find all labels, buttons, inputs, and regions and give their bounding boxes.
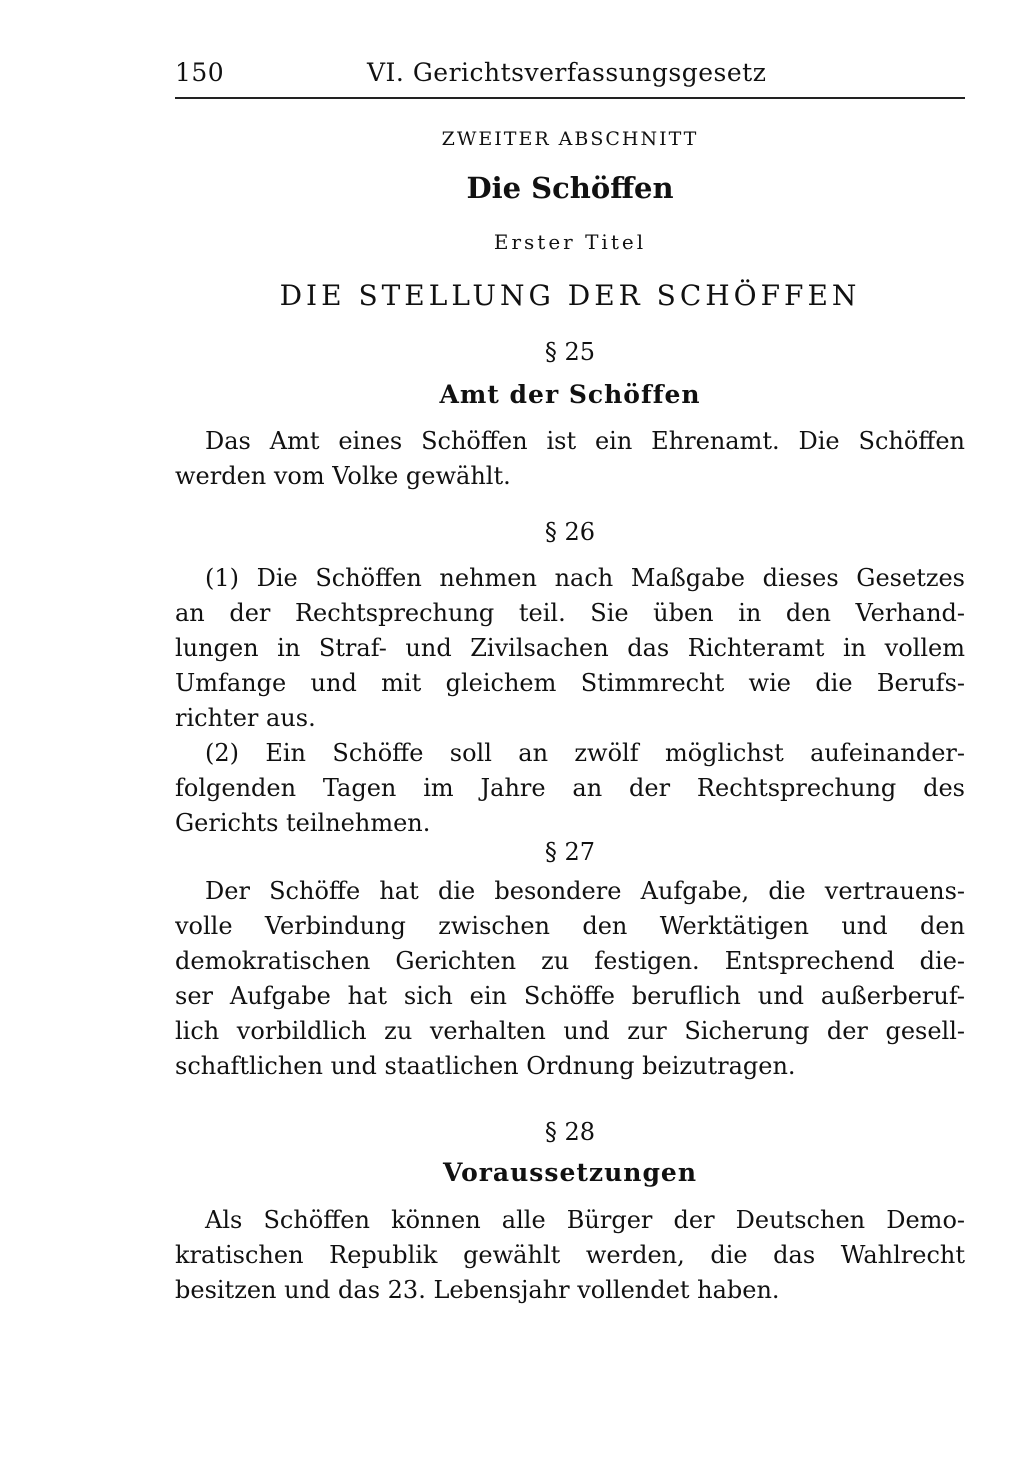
paragraph-number-27: § 27 [544, 838, 596, 866]
text-line: folgenden Tagen im Jahre an der Rechtsprechung des [175, 774, 965, 802]
text-line: demokratischen Gerichten zu festigen. Entsprechend die- [175, 947, 965, 975]
text-line: lungen in Straf- und Zivilsachen das Richteramt in vollem [175, 634, 965, 662]
paragraph-body-28 [175, 1203, 965, 1308]
page-number: 150 [175, 58, 225, 87]
text-line: volle Verbindung zwischen den Werktätigen und den [175, 912, 965, 940]
text-line: werden vom Volke gewählt. [175, 462, 511, 490]
paragraph-body-25 [175, 424, 965, 494]
title-label: Erster Titel [493, 230, 647, 254]
text-line: Der Schöffe hat die besondere Aufgabe, die vertrauens- [205, 877, 965, 905]
paragraph-heading-25: Amt der Schöffen [439, 380, 701, 409]
running-title: VI. Gerichtsverfassungsgesetz [367, 58, 767, 87]
paragraph-heading-28: Voraussetzungen [442, 1158, 698, 1187]
paragraph-number-25: § 25 [544, 338, 596, 366]
paragraph-number-28: § 28 [544, 1118, 596, 1146]
paragraph-body-27 [175, 874, 965, 1084]
text-line: richter aus. [175, 704, 316, 732]
title-heading: DIE STELLUNG DER SCHÖFFEN [279, 279, 861, 312]
text-line: schaftlichen und staatlichen Ordnung beizutragen. [175, 1052, 796, 1080]
text-line: kratischen Republik gewählt werden, die das Wahlrecht [175, 1241, 965, 1269]
text-line: (1) Die Schöffen nehmen nach Maßgabe dieses Gesetzes [205, 564, 965, 592]
text-line: an der Rechtsprechung teil. Sie üben in den Verhand- [175, 599, 965, 627]
text-line: ser Aufgabe hat sich ein Schöffe beruflich und außerberuf- [175, 982, 965, 1010]
text-line: (2) Ein Schöffe soll an zwölf möglichst aufeinander- [205, 739, 965, 767]
text-line: Als Schöffen können alle Bürger der Deutschen Demo- [205, 1206, 965, 1234]
section-label: ZWEITER ABSCHNITT [441, 128, 699, 150]
text-line: besitzen und das 23. Lebensjahr vollendet haben. [175, 1276, 780, 1304]
running-header [175, 58, 965, 98]
paragraph-body-26 [175, 561, 965, 841]
text-line: Das Amt eines Schöffen ist ein Ehrenamt. Die Schöffen [205, 427, 965, 455]
text-line: Umfange und mit gleichem Stimmrecht wie die Berufs- [175, 669, 965, 697]
text-line: lich vorbildlich zu verhalten und zur Sicherung der gesell- [175, 1017, 965, 1045]
paragraph-number-26: § 26 [544, 518, 596, 546]
section-title: Die Schöffen [466, 171, 674, 205]
text-line: Gerichts teilnehmen. [175, 809, 431, 837]
header-rule [175, 97, 965, 99]
